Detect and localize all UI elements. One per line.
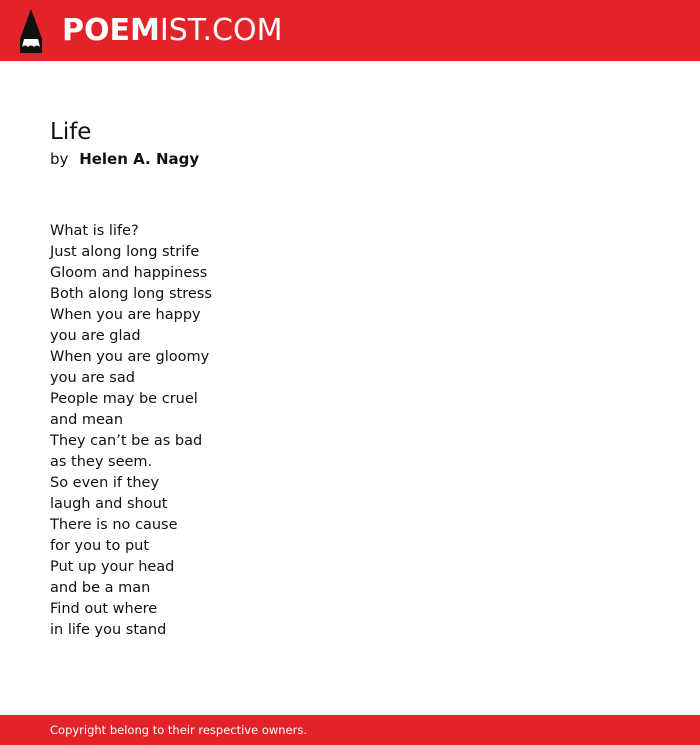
poem-line: When you are gloomy	[50, 349, 210, 365]
byline	[50, 148, 650, 170]
poem-line: for you to put	[50, 538, 150, 554]
by-label: by	[50, 150, 69, 168]
logo-light-text: IST.COM	[159, 13, 283, 48]
poem-line: Find out where	[50, 601, 158, 617]
poem-line: Just along long strife	[50, 244, 200, 260]
poem-line: you are sad	[50, 370, 135, 386]
site-footer	[0, 715, 700, 745]
poem-line: People may be cruel	[50, 391, 198, 407]
poem-line: and mean	[50, 412, 124, 428]
poem-body	[50, 221, 650, 641]
poem-line: Put up your head	[50, 559, 175, 575]
poem-line: as they seem.	[50, 454, 153, 470]
poem-line: They can’t be as bad	[50, 433, 203, 449]
site-logo-link[interactable]	[18, 8, 282, 54]
poem-line: When you are happy	[50, 307, 201, 323]
poem-title: Life	[50, 119, 92, 145]
poem-line: There is no cause	[50, 517, 178, 533]
poem-line: What is life?	[50, 223, 139, 239]
logo-bold-text: POEM	[62, 13, 160, 48]
site-header	[0, 0, 700, 61]
poem-line: Gloom and happiness	[50, 265, 208, 281]
poem-container	[50, 116, 650, 641]
poem-line: in life you stand	[50, 622, 167, 638]
poem-line: laugh and shout	[50, 496, 168, 512]
poem-line: So even if they	[50, 475, 160, 491]
pencil-icon	[18, 9, 44, 53]
poem-line: you are glad	[50, 328, 141, 344]
copyright-text: Copyright belong to their respective owners.	[50, 723, 308, 737]
poem-line: Both along long stress	[50, 286, 212, 302]
logo-text	[62, 8, 282, 54]
poem-line: and be a man	[50, 580, 151, 596]
author-name: Helen A. Nagy	[79, 150, 200, 168]
